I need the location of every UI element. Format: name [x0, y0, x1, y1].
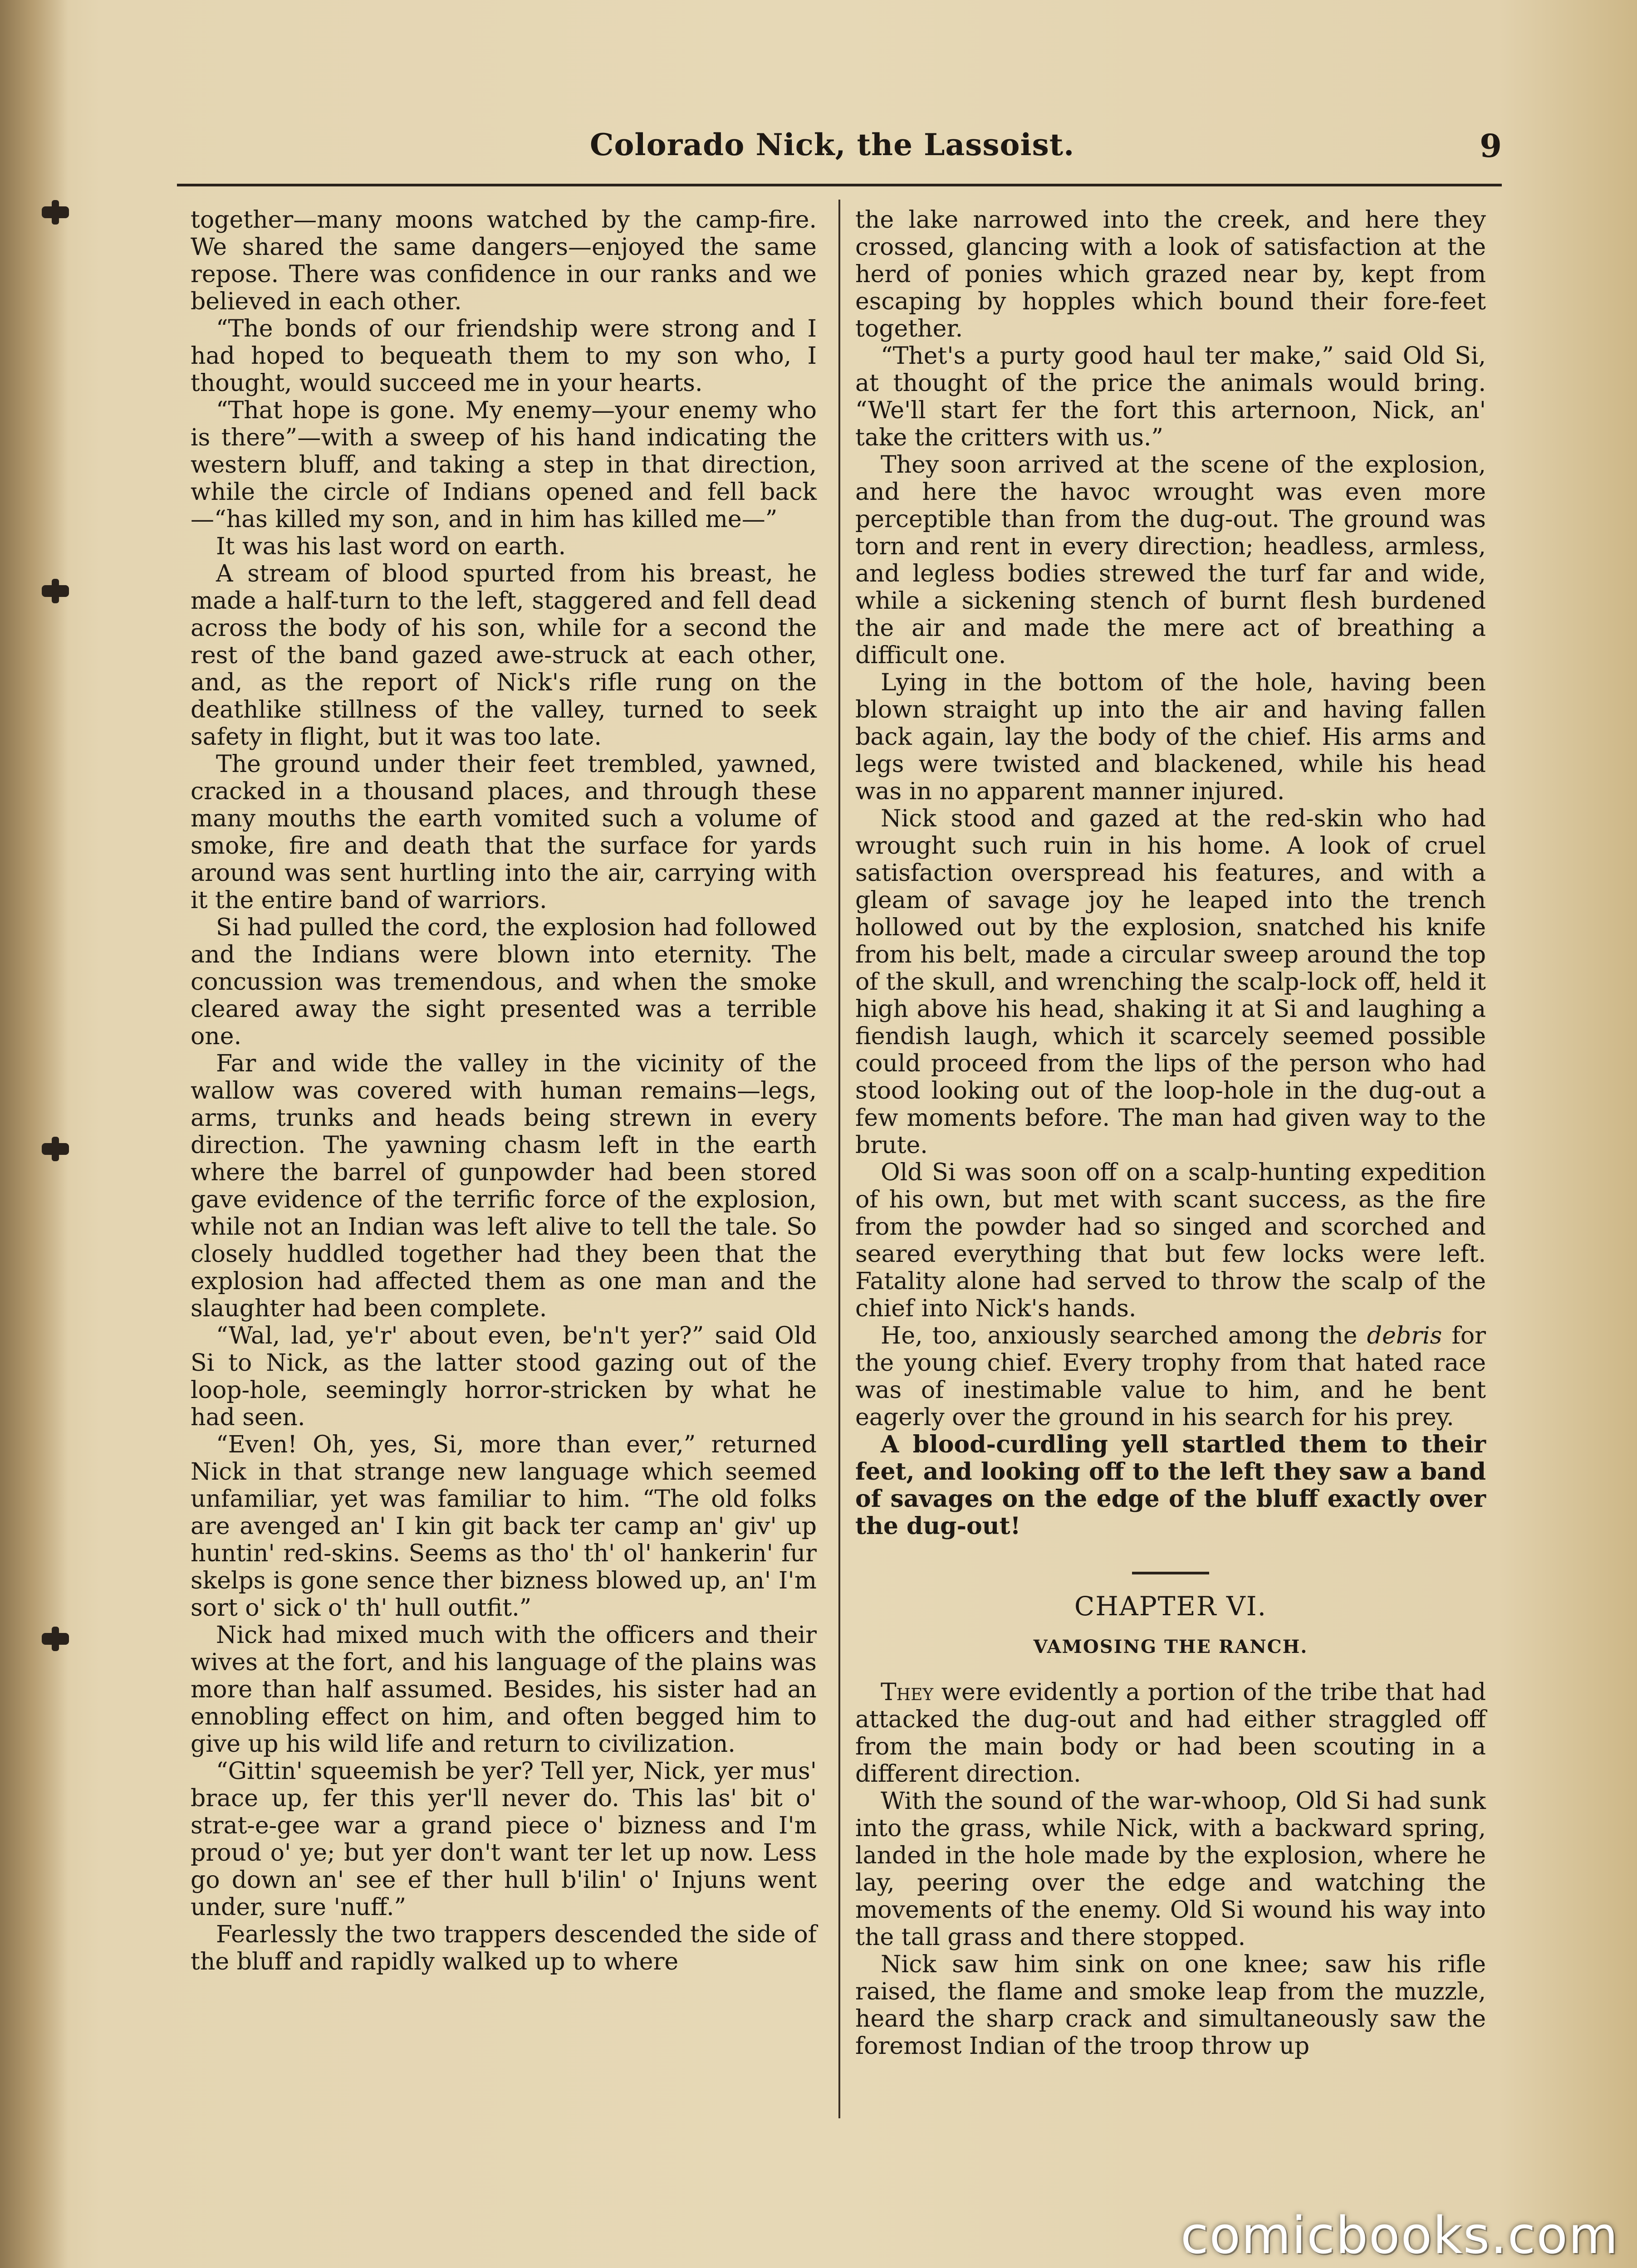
- debris-paragraph: [855, 1322, 1486, 1431]
- column-rule: [838, 200, 840, 2118]
- paragraph: Nick stood and gazed at the red-skin who had wrought such ruin in his home. A look of cruel satisfaction overspread his features, and with a gleam of savage joy he leaped into the trench hollowed out by the explosion, snatched his knife from his belt, made a circular sweep around the top of the skull, and wrenching the scalp-lock off, held it high above his head, shaking it at Si and laughing a fiendish laugh, which it scarcely seemed possible could proceed from the lips of the person who had stood looking out of the loop-hole in the dug-out a few moments before. The man had given way to the brute.: [855, 805, 1486, 1159]
- paragraph: Far and wide the valley in the vicinity of the wallow was covered with human remains—legs, arms, trunks and heads being strewn in every direction. The yawning chasm left in the earth where the barrel of gunpowder had been stored gave evidence of the terrific force of the explosion, while not an Indian was left alive to tell the tale. So closely huddled together had they been that the explosion had affected them as one man and the slaughter had been complete.: [191, 1050, 817, 1322]
- paragraph: “Gittin' squeemish be yer? Tell yer, Nick, yer mus' brace up, fer this yer'll never do. This las' bit o' strat-e-gee war a grand piece o' bizness and I'm proud o' ye; but yer don't want ter let up now. Less go down an' see ef ther hull b'ilin' o' Injuns went under, sure 'nuff.”: [191, 1758, 817, 1921]
- chapter-subtitle: VAMOSING THE RANCH.: [1033, 1636, 1308, 1657]
- right-column: [855, 206, 1486, 2060]
- header-rule: [177, 184, 1502, 186]
- binding-gutter: [0, 0, 68, 2268]
- binding-stitch-3: [42, 1143, 69, 1155]
- paragraph: Fearlessly the two trappers descended the side of the bluff and rapidly walked up to where: [191, 1921, 817, 1975]
- chapter-first-text: were evidently a portion of the tribe that had attacked the dug-out and had either straggled off from the main body or had been scouting in a different direction.: [855, 1679, 1486, 1788]
- paragraph: “The bonds of our friendship were strong and I had hoped to bequeath them to my son who, I thought, would succeed me in your hearts.: [191, 315, 817, 397]
- debris-text-after: for the young chief. Every trophy from that hated race was of inestimable value to him, and he bent eagerly over the ground in his search for his prey.: [855, 1322, 1486, 1431]
- chapter-separator: [1132, 1572, 1209, 1574]
- paragraph: “Even! Oh, yes, Si, more than ever,” returned Nick in that strange new language which seemed unfamiliar, yet was familiar to him. “The old folks are avenged an' I kin git back ter camp an' giv' up huntin' red-skins. Seems as tho' th' ol' hankerin' fur skelps is gone sence ther bizness blowed up, an' I'm sort o' sick o' th' hull outfit.”: [191, 1431, 817, 1622]
- paragraph: Lying in the bottom of the hole, having been blown straight up into the air and having fallen back again, lay the body of the chief. His arms and legs were twisted and blackened, while his head was in no apparent manner injured.: [855, 669, 1486, 805]
- binding-stitch-4: [42, 1633, 69, 1645]
- paragraph: Old Si was soon off on a scalp-hunting expedition of his own, but met with scant success, as the fire from the powder had so singed and scorched and seared everything that but few locks were left. Fatality alone had served to throw the scalp of the chief into Nick's hands.: [855, 1159, 1486, 1322]
- paragraph: The ground under their feet trembled, yawned, cracked in a thousand places, and through these many mouths the earth vomited such a volume of smoke, fire and death that the surface for yards around was sent hurtling into the air, carrying with it the entire band of warriors.: [191, 751, 817, 914]
- running-title: Colorado Nick, the Lassoist.: [590, 127, 1075, 162]
- paragraph: They soon arrived at the scene of the explosion, and here the havoc wrought was even more perceptible than from the dug-out. The ground was torn and rent in every direction; headless, armless, and legless bodies strewed the turf far and wide, while a sickening stench of burnt flesh burdened the air and made the mere act of breathing a difficult one.: [855, 451, 1486, 669]
- paragraph: together—many moons watched by the camp-fire. We shared the same dangers—enjoyed the same repose. There was confidence in our ranks and we believed in each other.: [191, 206, 817, 315]
- paragraph: Si had pulled the cord, the explosion had followed and the Indians were blown into eternity. The concussion was tremendous, and when the smoke cleared away the sight presented was a terrible one.: [191, 914, 817, 1050]
- debris-text-before: He, too, anxiously searched among the: [881, 1322, 1367, 1349]
- paragraph: It was his last word on earth.: [216, 533, 566, 560]
- page-header: [177, 127, 1502, 168]
- chapter-lead-word: They: [881, 1679, 934, 1706]
- paragraph: Nick saw him sink on one knee; saw his rifle raised, the flame and smoke leap from the muzzle, heard the sharp crack and simultaneously saw the foremost Indian of the troop throw up: [855, 1951, 1486, 2060]
- watermark-logo: comicbooks.com: [1180, 2206, 1619, 2265]
- binding-stitch-1: [42, 206, 69, 218]
- cliffhanger-paragraph: A blood-curdling yell startled them to their feet, and looking off to the left they saw a band of savages on the edge of the bluff exactly over the dug-out!: [855, 1431, 1486, 1540]
- paragraph: “Wal, lad, ye'r' about even, be'n't yer?” said Old Si to Nick, as the latter stood gazing out of the loop-hole, seemingly horror-stricken by what he had seen.: [191, 1322, 817, 1431]
- left-column: [191, 206, 817, 1975]
- chapter-title: CHAPTER VI.: [1074, 1591, 1267, 1622]
- binding-stitch-2: [42, 585, 69, 597]
- paragraph: Nick had mixed much with the officers and their wives at the fort, and his language of the plains was more than half assumed. Besides, his sister had an ennobling effect on him, and often begged him to give up his wild life and return to civilization.: [191, 1622, 817, 1758]
- paragraph: With the sound of the war-whoop, Old Si had sunk into the grass, while Nick, with a backward spring, landed in the hole made by the explosion, where he lay, peering over the edge and watching the movements of the enemy. Old Si wound his way into the tall grass and there stopped.: [855, 1788, 1486, 1951]
- chapter-first-paragraph: [855, 1679, 1486, 1788]
- debris-italic: debris: [1367, 1322, 1442, 1349]
- paragraph: “Thet's a purty good haul ter make,” said Old Si, at thought of the price the animals would bring. “We'll start fer the fort this arternoon, Nick, an' take the critters with us.”: [855, 342, 1486, 451]
- page-number: 9: [1480, 127, 1502, 165]
- paragraph: A stream of blood spurted from his breast, he made a half-turn to the left, staggered and fell dead across the body of his son, while for a second the rest of the band gazed awe-struck at each other, and, as the report of Nick's rifle rung on the deathlike stillness of the valley, turned to seek safety in flight, but it was too late.: [191, 560, 817, 751]
- paragraph: the lake narrowed into the creek, and here they crossed, glancing with a look of satisfaction at the herd of ponies which grazed near by, kept from escaping by hopples which bound their fore-feet together.: [855, 206, 1486, 342]
- paragraph: “That hope is gone. My enemy—your enemy who is there”—with a sweep of his hand indicating the western bluff, and taking a step in that direction, while the circle of Indians opened and fell back—“has killed my son, and in him has killed me—”: [191, 397, 817, 533]
